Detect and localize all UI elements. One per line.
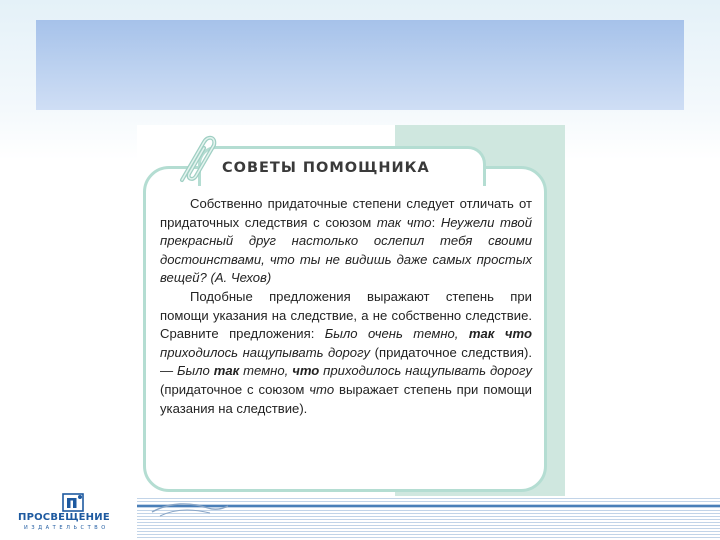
- tip-paragraph-2: [160, 288, 532, 418]
- publisher-name: ПРОСВЕЩЕНИЕ: [18, 512, 110, 523]
- text-segment: Собственно придаточные степени следует отличать от придаточных следствия с союзом: [160, 196, 532, 230]
- text-segment: что: [292, 363, 320, 379]
- slide-header-panel: [36, 20, 684, 110]
- tip-paragraph-1: [160, 195, 532, 288]
- paperclip-icon: [168, 128, 220, 190]
- text-segment: приходилось нащупывать дорогу: [160, 344, 371, 360]
- text-segment: темно,: [239, 363, 293, 379]
- text-segment: Было: [176, 363, 214, 379]
- text-segment: что: [309, 381, 335, 397]
- text-segment: :: [431, 214, 441, 230]
- publisher-logo-icon: [62, 491, 84, 513]
- text-segment: выражает степень при помощи указания на следствие).: [160, 381, 532, 416]
- text-segment: так что: [376, 214, 432, 230]
- text-segment: Неужели твой прекрасный друг настолько ослепил тебя своими достоинствами, что ты не видишь даже самых простых вещей? (А. Чехов): [160, 214, 532, 286]
- text-segment: (придаточное следствия). —: [160, 344, 532, 379]
- tip-body-text: [160, 195, 532, 418]
- text-segment: так: [213, 363, 240, 379]
- text-segment: Подобные предложения выражают степень при помощи указания на следствие, а не собственно следствие. Сравните предложения:: [160, 288, 532, 342]
- footer-swoosh-icon: [150, 498, 230, 520]
- tip-heading: СОВЕТЫ ПОМОЩНИКА: [222, 160, 430, 176]
- text-segment: Было очень темно,: [324, 326, 469, 342]
- text-segment: так что: [468, 326, 532, 342]
- publisher-subtitle: ИЗДАТЕЛЬСТВО: [24, 525, 109, 531]
- text-segment: (придаточное с союзом: [160, 381, 310, 397]
- text-segment: приходилось нащупывать дорогу: [319, 363, 533, 379]
